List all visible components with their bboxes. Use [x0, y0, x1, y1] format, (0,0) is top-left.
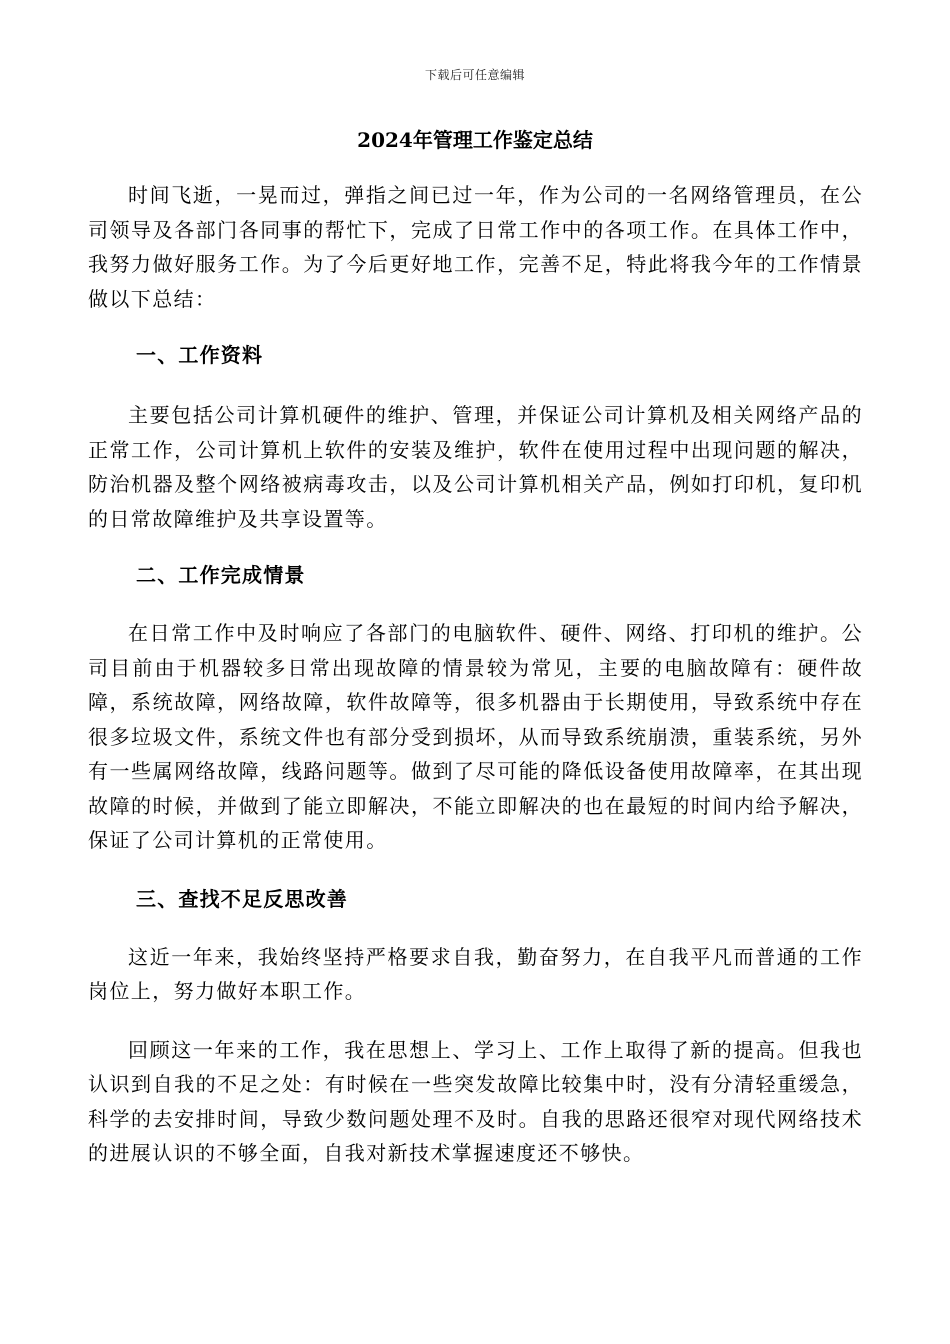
document-body: [88, 168, 863, 1171]
section-paragraph: 回顾这一年来的工作，我在思想上、学习上、工作上取得了新的提高。但我也认识到自我的不足之处：有时候在一些突发故障比较集中时，没有分清轻重缓急，科学的去安排时间，导致少数问题处理不及时。自我的思路还很窄对现代网络技术的进展认识的不够全面，自我对新技术掌握速度还不够快。: [88, 1037, 863, 1165]
section-heading-improvement: 三、查找不足反思改善: [136, 886, 348, 911]
section-heading-work-content: 一、工作资料: [136, 343, 264, 367]
page-header: 下载后可任意编辑: [424, 68, 525, 82]
intro-paragraph: 时间飞逝，一晃而过，弹指之间已过一年，作为公司的一名网络管理员，在公司领导及各部门各同事的帮忙下，完成了日常工作中的各项工作。在具体工作中，我努力做好服务工作。为了今后更好地工作，完善不足，特此将我今年的工作情景做以下总结：: [88, 183, 863, 311]
section-paragraph: 主要包括公司计算机硬件的维护、管理，并保证公司计算机及相关网络产品的正常工作，公司计算机上软件的安装及维护，软件在使用过程中出现问题的解决，防治机器及整个网络被病毒攻击，以及公司计算机相关产品，例如打印机，复印机的日常故障维护及共享设置等。: [88, 403, 863, 531]
document-title: 2024年管理工作鉴定总结: [357, 128, 593, 152]
section-paragraph: 这近一年来，我始终坚持严格要求自我，勤奋努力，在自我平凡而普通的工作岗位上，努力做好本职工作。: [88, 944, 863, 1003]
section-heading-work-completion: 二、工作完成情景: [136, 563, 306, 587]
section-paragraph: 在日常工作中及时响应了各部门的电脑软件、硬件、网络、打印机的维护。公司目前由于机器较多日常出现故障的情景较为常见，主要的电脑故障有：硬件故障，系统故障，网络故障，软件故障等，很多机器由于长期使用，导致系统中存在很多垃圾文件，系统文件也有部分受到损坏，从而导致系统崩溃，重装系统，另外有一些属网络故障，线路问题等。做到了尽可能的降低设备使用故障率，在其出现故障的时候，并做到了能立即解决，不能立即解决的也在最短的时间内给予解决，保证了公司计算机的正常使用。: [88, 621, 863, 852]
